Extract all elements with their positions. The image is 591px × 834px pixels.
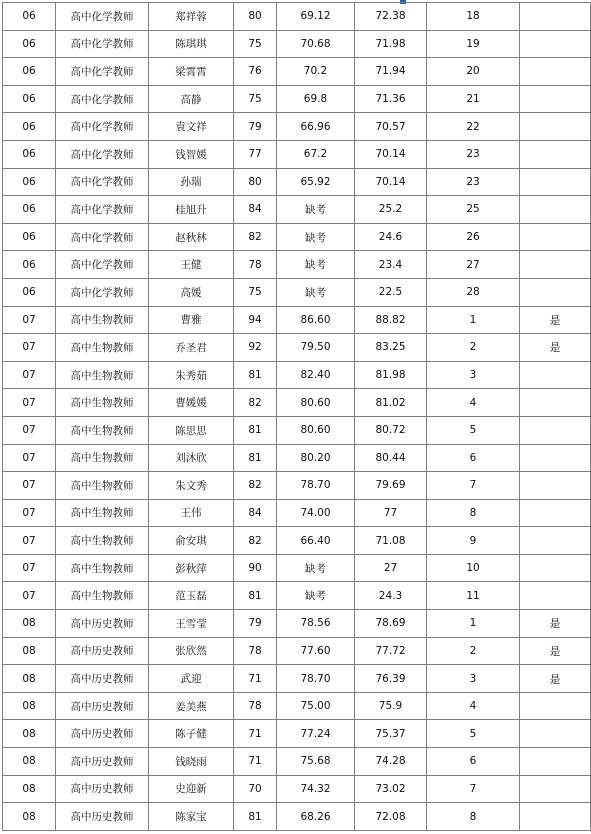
table-row bbox=[3, 416, 591, 444]
cell-physical-exam bbox=[520, 582, 591, 610]
cell-post-name: 高中生物教师 bbox=[56, 334, 149, 362]
table-row bbox=[3, 223, 591, 251]
cell-total-score: 80.44 bbox=[355, 444, 427, 472]
cell-total-score: 74.28 bbox=[355, 748, 427, 776]
cell-rank: 7 bbox=[427, 472, 520, 500]
table-row bbox=[3, 692, 591, 720]
cell-total-score: 70.14 bbox=[355, 140, 427, 168]
cell-post-name: 高中历史教师 bbox=[56, 665, 149, 693]
table-body bbox=[3, 3, 591, 831]
cell-post-code: 07 bbox=[3, 472, 56, 500]
cell-post-name: 高中化学教师 bbox=[56, 278, 149, 306]
cell-written-score: 79 bbox=[234, 113, 277, 141]
cell-interview-score: 70.2 bbox=[277, 58, 355, 86]
cell-total-score: 79.69 bbox=[355, 472, 427, 500]
cell-name: 彭秋萍 bbox=[149, 554, 234, 582]
cell-rank: 5 bbox=[427, 416, 520, 444]
table-row bbox=[3, 3, 591, 31]
cell-interview-score: 78.70 bbox=[277, 472, 355, 500]
cell-name: 曹雅 bbox=[149, 306, 234, 334]
cell-physical-exam: 是 bbox=[520, 306, 591, 334]
cell-interview-score: 68.26 bbox=[277, 803, 355, 831]
cell-interview-score: 80.60 bbox=[277, 416, 355, 444]
cell-post-name: 高中历史教师 bbox=[56, 720, 149, 748]
cell-physical-exam: 是 bbox=[520, 637, 591, 665]
cell-rank: 4 bbox=[427, 389, 520, 417]
cell-post-code: 08 bbox=[3, 720, 56, 748]
cell-physical-exam bbox=[520, 803, 591, 831]
cell-total-score: 81.02 bbox=[355, 389, 427, 417]
cell-interview-score: 67.2 bbox=[277, 140, 355, 168]
cell-post-name: 高中化学教师 bbox=[56, 113, 149, 141]
cell-name: 袁文祥 bbox=[149, 113, 234, 141]
cell-physical-exam bbox=[520, 499, 591, 527]
cell-written-score: 78 bbox=[234, 637, 277, 665]
cell-name: 郑祥蓉 bbox=[149, 3, 234, 31]
cell-name: 朱秀茹 bbox=[149, 361, 234, 389]
cell-total-score: 24.6 bbox=[355, 223, 427, 251]
cell-interview-score: 66.40 bbox=[277, 527, 355, 555]
table-row bbox=[3, 610, 591, 638]
table-row bbox=[3, 499, 591, 527]
cell-post-code: 07 bbox=[3, 361, 56, 389]
cell-physical-exam bbox=[520, 140, 591, 168]
cell-interview-score: 70.68 bbox=[277, 30, 355, 58]
cell-physical-exam bbox=[520, 278, 591, 306]
cell-total-score: 70.57 bbox=[355, 113, 427, 141]
cell-name: 赵秋林 bbox=[149, 223, 234, 251]
cell-written-score: 80 bbox=[234, 3, 277, 31]
cell-post-code: 07 bbox=[3, 499, 56, 527]
cell-interview-score: 78.70 bbox=[277, 665, 355, 693]
cell-post-name: 高中生物教师 bbox=[56, 389, 149, 417]
cell-post-code: 06 bbox=[3, 30, 56, 58]
table-row bbox=[3, 168, 591, 196]
cell-interview-score: 80.60 bbox=[277, 389, 355, 417]
cell-name: 陈琪琪 bbox=[149, 30, 234, 58]
cell-written-score: 82 bbox=[234, 527, 277, 555]
cell-physical-exam bbox=[520, 58, 591, 86]
cell-physical-exam bbox=[520, 527, 591, 555]
cell-name: 武迎 bbox=[149, 665, 234, 693]
cell-rank: 6 bbox=[427, 444, 520, 472]
cell-post-name: 高中生物教师 bbox=[56, 499, 149, 527]
cell-interview-score: 缺考 bbox=[277, 196, 355, 224]
cell-physical-exam bbox=[520, 554, 591, 582]
cell-interview-score: 缺考 bbox=[277, 251, 355, 279]
cell-interview-score: 80.20 bbox=[277, 444, 355, 472]
table-row bbox=[3, 30, 591, 58]
cell-rank: 21 bbox=[427, 85, 520, 113]
cell-post-code: 07 bbox=[3, 444, 56, 472]
cell-written-score: 75 bbox=[234, 85, 277, 113]
cell-written-score: 70 bbox=[234, 775, 277, 803]
cell-rank: 2 bbox=[427, 637, 520, 665]
cell-post-code: 08 bbox=[3, 637, 56, 665]
cell-rank: 26 bbox=[427, 223, 520, 251]
cell-post-name: 高中生物教师 bbox=[56, 554, 149, 582]
cell-post-name: 高中化学教师 bbox=[56, 223, 149, 251]
cell-written-score: 81 bbox=[234, 582, 277, 610]
cell-physical-exam: 是 bbox=[520, 334, 591, 362]
cell-rank: 1 bbox=[427, 610, 520, 638]
cell-post-code: 06 bbox=[3, 196, 56, 224]
cell-rank: 9 bbox=[427, 527, 520, 555]
cell-post-name: 高中化学教师 bbox=[56, 251, 149, 279]
cell-interview-score: 缺考 bbox=[277, 278, 355, 306]
cell-name: 刘沐欣 bbox=[149, 444, 234, 472]
cell-interview-score: 77.60 bbox=[277, 637, 355, 665]
cell-post-code: 06 bbox=[3, 278, 56, 306]
cell-physical-exam: 是 bbox=[520, 610, 591, 638]
cell-physical-exam bbox=[520, 720, 591, 748]
cell-post-code: 06 bbox=[3, 58, 56, 86]
cell-name: 王健 bbox=[149, 251, 234, 279]
cell-physical-exam bbox=[520, 416, 591, 444]
cell-total-score: 25.2 bbox=[355, 196, 427, 224]
cell-post-code: 08 bbox=[3, 803, 56, 831]
cell-total-score: 72.38 bbox=[355, 3, 427, 31]
cell-physical-exam bbox=[520, 85, 591, 113]
cell-written-score: 94 bbox=[234, 306, 277, 334]
table-row bbox=[3, 720, 591, 748]
cell-post-name: 高中化学教师 bbox=[56, 168, 149, 196]
cell-rank: 7 bbox=[427, 775, 520, 803]
table-row bbox=[3, 527, 591, 555]
cell-written-score: 78 bbox=[234, 251, 277, 279]
table-row bbox=[3, 444, 591, 472]
cell-post-code: 08 bbox=[3, 748, 56, 776]
cell-rank: 3 bbox=[427, 665, 520, 693]
table-row bbox=[3, 665, 591, 693]
cell-post-code: 07 bbox=[3, 582, 56, 610]
cell-rank: 11 bbox=[427, 582, 520, 610]
table-row bbox=[3, 306, 591, 334]
cell-rank: 28 bbox=[427, 278, 520, 306]
cell-physical-exam bbox=[520, 168, 591, 196]
cell-rank: 23 bbox=[427, 140, 520, 168]
cell-name: 陈思思 bbox=[149, 416, 234, 444]
cell-interview-score: 75.00 bbox=[277, 692, 355, 720]
cell-written-score: 84 bbox=[234, 499, 277, 527]
cell-written-score: 81 bbox=[234, 803, 277, 831]
cell-post-name: 高中历史教师 bbox=[56, 748, 149, 776]
table-row bbox=[3, 582, 591, 610]
cell-written-score: 81 bbox=[234, 416, 277, 444]
cell-written-score: 81 bbox=[234, 444, 277, 472]
cell-post-code: 06 bbox=[3, 113, 56, 141]
cell-interview-score: 69.8 bbox=[277, 85, 355, 113]
cell-physical-exam bbox=[520, 775, 591, 803]
cell-post-code: 06 bbox=[3, 223, 56, 251]
cell-physical-exam: 是 bbox=[520, 665, 591, 693]
cell-physical-exam bbox=[520, 30, 591, 58]
cell-rank: 19 bbox=[427, 30, 520, 58]
cell-written-score: 82 bbox=[234, 472, 277, 500]
cell-rank: 20 bbox=[427, 58, 520, 86]
cell-total-score: 22.5 bbox=[355, 278, 427, 306]
cell-written-score: 82 bbox=[234, 389, 277, 417]
cell-total-score: 80.72 bbox=[355, 416, 427, 444]
cell-name: 钱智媛 bbox=[149, 140, 234, 168]
cell-written-score: 90 bbox=[234, 554, 277, 582]
cell-rank: 27 bbox=[427, 251, 520, 279]
cell-rank: 5 bbox=[427, 720, 520, 748]
cell-name: 范玉磊 bbox=[149, 582, 234, 610]
table-row bbox=[3, 389, 591, 417]
cell-written-score: 77 bbox=[234, 140, 277, 168]
table-row bbox=[3, 58, 591, 86]
cell-total-score: 77 bbox=[355, 499, 427, 527]
cell-post-code: 07 bbox=[3, 527, 56, 555]
cell-written-score: 79 bbox=[234, 610, 277, 638]
table-row bbox=[3, 637, 591, 665]
cell-interview-score: 缺考 bbox=[277, 582, 355, 610]
cell-physical-exam bbox=[520, 223, 591, 251]
cell-physical-exam bbox=[520, 692, 591, 720]
cell-total-score: 71.08 bbox=[355, 527, 427, 555]
cell-name: 王雪莹 bbox=[149, 610, 234, 638]
cell-post-code: 06 bbox=[3, 168, 56, 196]
cell-post-name: 高中化学教师 bbox=[56, 3, 149, 31]
cell-total-score: 77.72 bbox=[355, 637, 427, 665]
cell-physical-exam bbox=[520, 113, 591, 141]
cell-rank: 2 bbox=[427, 334, 520, 362]
cell-name: 王伟 bbox=[149, 499, 234, 527]
table-row bbox=[3, 803, 591, 831]
cell-post-name: 高中化学教师 bbox=[56, 140, 149, 168]
table-row bbox=[3, 472, 591, 500]
cell-interview-score: 75.68 bbox=[277, 748, 355, 776]
cell-name: 朱文秀 bbox=[149, 472, 234, 500]
cell-total-score: 76.39 bbox=[355, 665, 427, 693]
cell-name: 高静 bbox=[149, 85, 234, 113]
cell-post-code: 08 bbox=[3, 692, 56, 720]
cell-post-name: 高中生物教师 bbox=[56, 472, 149, 500]
cell-total-score: 83.25 bbox=[355, 334, 427, 362]
table-row bbox=[3, 775, 591, 803]
cell-written-score: 71 bbox=[234, 748, 277, 776]
cell-total-score: 75.9 bbox=[355, 692, 427, 720]
cell-rank: 18 bbox=[427, 3, 520, 31]
cell-name: 陈子健 bbox=[149, 720, 234, 748]
cell-interview-score: 82.40 bbox=[277, 361, 355, 389]
cell-written-score: 78 bbox=[234, 692, 277, 720]
cell-total-score: 70.14 bbox=[355, 168, 427, 196]
cell-post-code: 06 bbox=[3, 251, 56, 279]
cell-total-score: 75.37 bbox=[355, 720, 427, 748]
cell-post-name: 高中化学教师 bbox=[56, 85, 149, 113]
cell-interview-score: 缺考 bbox=[277, 223, 355, 251]
results-table bbox=[2, 2, 591, 831]
cell-physical-exam bbox=[520, 251, 591, 279]
cell-post-name: 高中生物教师 bbox=[56, 416, 149, 444]
table-row bbox=[3, 554, 591, 582]
cell-written-score: 81 bbox=[234, 361, 277, 389]
cell-total-score: 71.36 bbox=[355, 85, 427, 113]
cell-post-name: 高中历史教师 bbox=[56, 803, 149, 831]
cell-interview-score: 65.92 bbox=[277, 168, 355, 196]
cell-physical-exam bbox=[520, 444, 591, 472]
cell-rank: 8 bbox=[427, 499, 520, 527]
cell-name: 乔圣君 bbox=[149, 334, 234, 362]
cell-post-code: 07 bbox=[3, 306, 56, 334]
cell-total-score: 24.3 bbox=[355, 582, 427, 610]
cell-written-score: 76 bbox=[234, 58, 277, 86]
cell-name: 张欣然 bbox=[149, 637, 234, 665]
cell-physical-exam bbox=[520, 3, 591, 31]
cell-name: 曹媛媛 bbox=[149, 389, 234, 417]
cell-post-name: 高中历史教师 bbox=[56, 775, 149, 803]
cell-post-name: 高中生物教师 bbox=[56, 444, 149, 472]
cell-rank: 25 bbox=[427, 196, 520, 224]
table-row bbox=[3, 361, 591, 389]
table-row bbox=[3, 140, 591, 168]
cell-post-name: 高中生物教师 bbox=[56, 582, 149, 610]
cell-post-code: 08 bbox=[3, 775, 56, 803]
cell-rank: 1 bbox=[427, 306, 520, 334]
cell-post-code: 06 bbox=[3, 85, 56, 113]
cell-physical-exam bbox=[520, 748, 591, 776]
cell-written-score: 75 bbox=[234, 30, 277, 58]
cell-post-code: 07 bbox=[3, 554, 56, 582]
cell-name: 高媛 bbox=[149, 278, 234, 306]
cell-written-score: 82 bbox=[234, 223, 277, 251]
cell-total-score: 71.94 bbox=[355, 58, 427, 86]
table-row bbox=[3, 278, 591, 306]
cell-interview-score: 78.56 bbox=[277, 610, 355, 638]
cell-post-code: 07 bbox=[3, 389, 56, 417]
cell-rank: 8 bbox=[427, 803, 520, 831]
cell-written-score: 84 bbox=[234, 196, 277, 224]
cell-interview-score: 74.00 bbox=[277, 499, 355, 527]
cell-rank: 10 bbox=[427, 554, 520, 582]
cell-rank: 6 bbox=[427, 748, 520, 776]
cell-name: 陈家宝 bbox=[149, 803, 234, 831]
cell-total-score: 72.08 bbox=[355, 803, 427, 831]
cell-interview-score: 缺考 bbox=[277, 554, 355, 582]
cell-interview-score: 66.96 bbox=[277, 113, 355, 141]
cell-written-score: 75 bbox=[234, 278, 277, 306]
cell-post-code: 07 bbox=[3, 416, 56, 444]
table-row bbox=[3, 113, 591, 141]
cell-name: 钱晓雨 bbox=[149, 748, 234, 776]
cell-total-score: 73.02 bbox=[355, 775, 427, 803]
table-row bbox=[3, 334, 591, 362]
cell-total-score: 27 bbox=[355, 554, 427, 582]
cell-name: 姜美燕 bbox=[149, 692, 234, 720]
table-row bbox=[3, 196, 591, 224]
cell-written-score: 80 bbox=[234, 168, 277, 196]
cell-total-score: 71.98 bbox=[355, 30, 427, 58]
table-row bbox=[3, 251, 591, 279]
cell-interview-score: 69.12 bbox=[277, 3, 355, 31]
table-row bbox=[3, 85, 591, 113]
cell-post-name: 高中历史教师 bbox=[56, 637, 149, 665]
cell-name: 俞安琪 bbox=[149, 527, 234, 555]
cell-total-score: 81.98 bbox=[355, 361, 427, 389]
cell-post-name: 高中化学教师 bbox=[56, 58, 149, 86]
cell-post-code: 06 bbox=[3, 3, 56, 31]
cell-post-name: 高中生物教师 bbox=[56, 527, 149, 555]
cell-interview-score: 77.24 bbox=[277, 720, 355, 748]
cell-post-code: 07 bbox=[3, 334, 56, 362]
cell-post-name: 高中化学教师 bbox=[56, 196, 149, 224]
cell-name: 孙瑞 bbox=[149, 168, 234, 196]
cell-post-name: 高中历史教师 bbox=[56, 610, 149, 638]
cell-post-code: 08 bbox=[3, 610, 56, 638]
cell-rank: 3 bbox=[427, 361, 520, 389]
cell-interview-score: 86.60 bbox=[277, 306, 355, 334]
cell-interview-score: 74.32 bbox=[277, 775, 355, 803]
cell-written-score: 92 bbox=[234, 334, 277, 362]
cell-post-code: 06 bbox=[3, 140, 56, 168]
cell-interview-score: 79.50 bbox=[277, 334, 355, 362]
cell-name: 梁霄霄 bbox=[149, 58, 234, 86]
cell-name: 桂旭升 bbox=[149, 196, 234, 224]
cell-written-score: 71 bbox=[234, 720, 277, 748]
cell-total-score: 78.69 bbox=[355, 610, 427, 638]
cell-physical-exam bbox=[520, 196, 591, 224]
cell-rank: 4 bbox=[427, 692, 520, 720]
cell-post-name: 高中历史教师 bbox=[56, 692, 149, 720]
cell-post-name: 高中生物教师 bbox=[56, 306, 149, 334]
cell-name: 史迎新 bbox=[149, 775, 234, 803]
cell-rank: 22 bbox=[427, 113, 520, 141]
cell-physical-exam bbox=[520, 361, 591, 389]
cell-post-name: 高中化学教师 bbox=[56, 30, 149, 58]
table-row bbox=[3, 748, 591, 776]
cell-post-code: 08 bbox=[3, 665, 56, 693]
cell-post-name: 高中生物教师 bbox=[56, 361, 149, 389]
cell-total-score: 23.4 bbox=[355, 251, 427, 279]
cell-rank: 23 bbox=[427, 168, 520, 196]
cell-physical-exam bbox=[520, 389, 591, 417]
cell-physical-exam bbox=[520, 472, 591, 500]
cell-written-score: 71 bbox=[234, 665, 277, 693]
cell-total-score: 88.82 bbox=[355, 306, 427, 334]
